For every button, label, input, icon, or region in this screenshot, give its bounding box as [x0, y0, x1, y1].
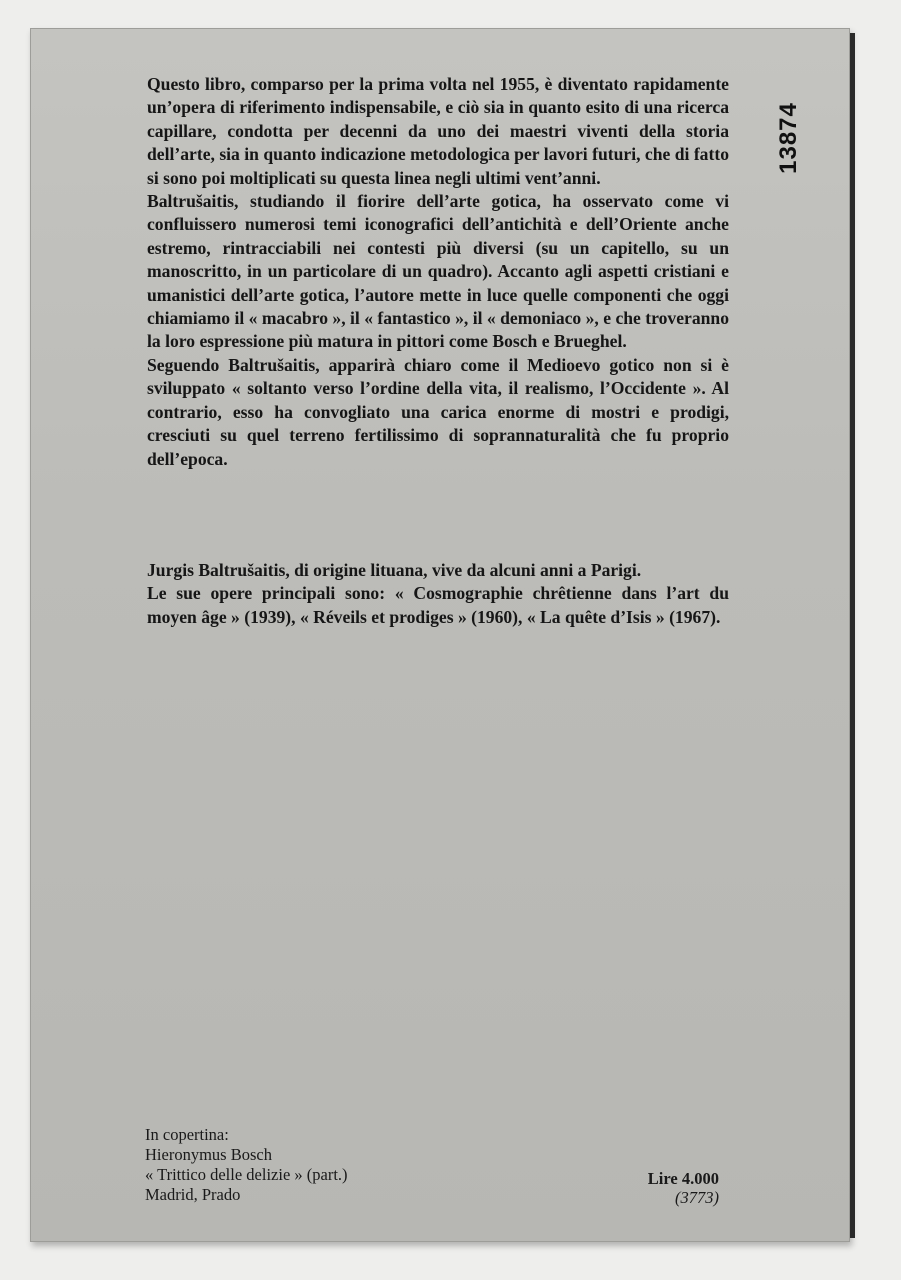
author-bio-works: Le sue opere principali sono: « Cosmographie chrêtienne dans l’art du moyen âge » (1939), « Réveils et prodiges » (1960), « La quête d’Isis » (1967).	[147, 583, 729, 627]
description-text	[147, 73, 729, 471]
cover-credit-location: Madrid, Prado	[145, 1185, 241, 1204]
author-bio	[147, 559, 729, 629]
stock-number-text: 13874	[775, 102, 802, 174]
description-paragraph: Seguendo Baltrušaitis, apparirà chiaro come il Medioevo gotico non si è sviluppato « soltanto verso l’ordine della vita, il realismo, l’Occidente ». Al contrario, esso ha convogliato una carica enorme di mostri e prodigi, cresciuti su quel terreno fertilissimo di soprannaturalità che fu proprio dell’epoca.	[147, 354, 729, 469]
description-paragraph: Baltrušaitis, studiando il fiorire dell’arte gotica, ha osservato come vi confluissero numerosi temi iconografici dell’antichità e dell’Oriente anche estremo, rintracciabili nei contesti più diversi (su un capitello, su un manoscritto, in un particolare di un quadro). Accanto agli aspetti cristiani e umanistici dell’arte gotica, l’autore mette in luce quelle componenti che oggi chiamiamo il « macabro », il « fantastico », il « demoniaco », e che troveranno la loro espressione più matura in pittori come Bosch e Brueghel.	[147, 191, 729, 352]
cover-credit-work: « Trittico delle delizie » (part.)	[145, 1165, 348, 1184]
cover-credit	[145, 1125, 348, 1205]
stock-number	[769, 83, 809, 193]
cover-credit-line: In copertina:	[145, 1125, 229, 1144]
cover-credit-artist: Hieronymus Bosch	[145, 1145, 272, 1164]
author-bio-line: Jurgis Baltrušaitis, di origine lituana, vive da alcuni anni a Parigi.	[147, 560, 642, 580]
description-paragraph: Questo libro, comparso per la prima volta nel 1955, è diventato rapidamente un’opera di riferimento indispensabile, e ciò sia in quanto esito di una ricerca capillare, condotta per decenni da uno dei maestri viventi della storia dell’arte, sia in quanto indicazione metodologica per lavori futuri, che di fatto si sono poi moltiplicati su questa linea negli ultimi vent’anni.	[147, 74, 729, 188]
price-code: (3773)	[675, 1188, 719, 1207]
price-amount: Lire 4.000	[647, 1169, 719, 1188]
price-block	[648, 1169, 719, 1207]
book-back-cover	[30, 28, 850, 1242]
